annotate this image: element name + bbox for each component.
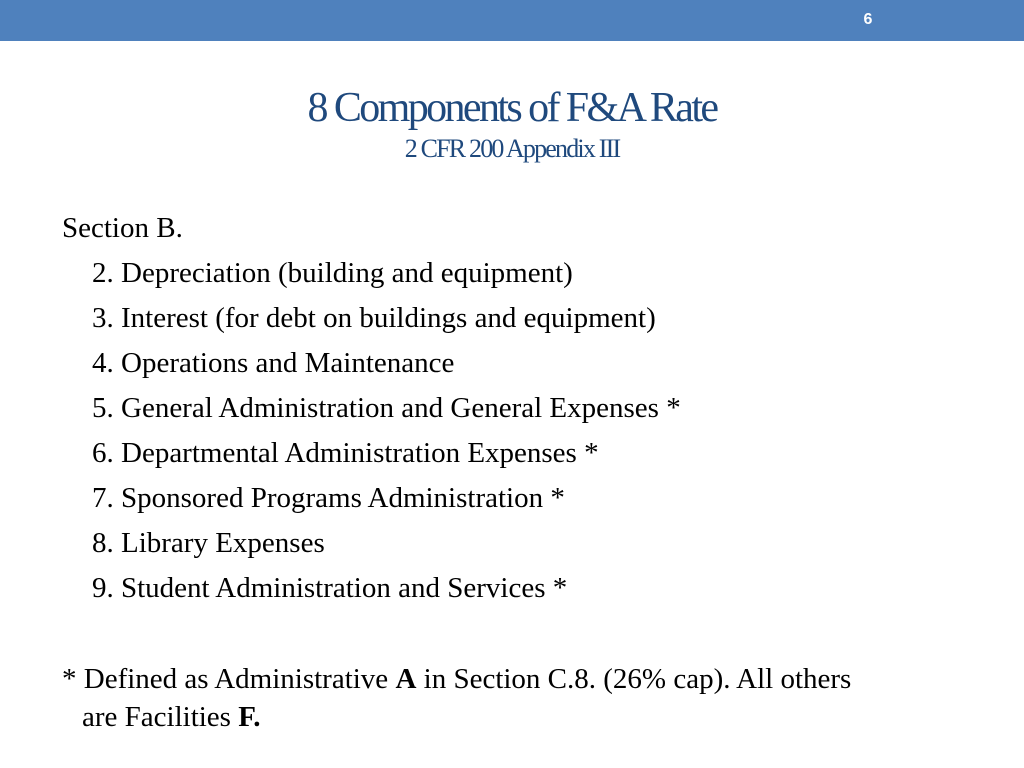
slide-number: 6 bbox=[863, 11, 873, 28]
list-item: 2. Depreciation (building and equipment) bbox=[92, 257, 573, 289]
footnote-bold-a: A bbox=[395, 663, 417, 695]
component-list bbox=[92, 256, 681, 616]
list-item: 8. Library Expenses bbox=[92, 527, 325, 559]
slide-subtitle: 2 CFR 200 Appendix III bbox=[404, 134, 620, 163]
slide-title: 8 Components of F&A Rate bbox=[307, 85, 717, 131]
footnote-line-1 bbox=[62, 660, 962, 698]
footnote bbox=[62, 660, 962, 736]
list-item: 7. Sponsored Programs Administration * bbox=[92, 482, 565, 514]
footnote-middle: in Section C.8. (26% cap). All others bbox=[416, 663, 852, 695]
footnote-line2-prefix: are Facilities bbox=[82, 701, 239, 733]
footnote-line-2 bbox=[62, 698, 962, 736]
top-bar bbox=[0, 0, 1024, 41]
footnote-prefix: * Defined as Administrative bbox=[62, 663, 396, 695]
list-item: 5. General Administration and General Expenses * bbox=[92, 392, 681, 424]
list-item: 9. Student Administration and Services * bbox=[92, 572, 568, 604]
list-item: 6. Departmental Administration Expenses * bbox=[92, 437, 599, 469]
section-label: Section B. bbox=[62, 212, 183, 244]
list-item: 3. Interest (for debt on buildings and equipment) bbox=[92, 302, 656, 334]
footnote-bold-f: F. bbox=[238, 701, 261, 733]
list-item: 4. Operations and Maintenance bbox=[92, 347, 455, 379]
